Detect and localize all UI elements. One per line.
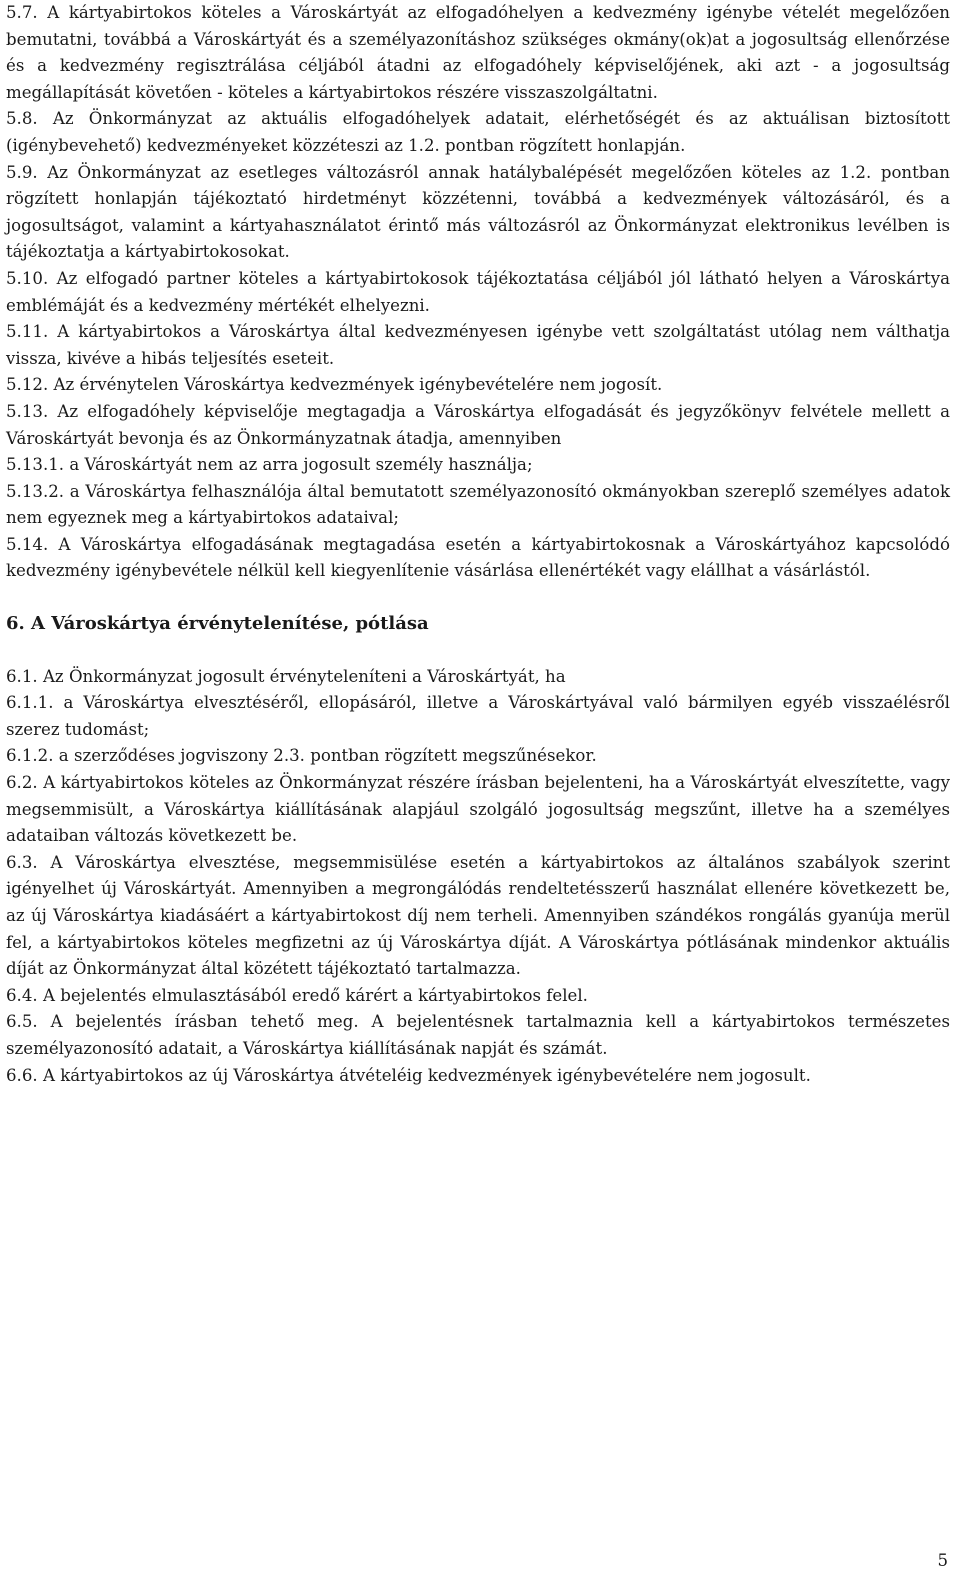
paragraph-6-6: 6.6. A kártyabirtokos az új Városkártya átvételéig kedvezmények igénybevételére nem jogosult. (6, 1065, 811, 1085)
paragraph-6-1: 6.1. Az Önkormányzat jogosult érvényteleníteni a Városkártyát, ha (6, 666, 566, 686)
paragraph-5-8: 5.8. Az Önkormányzat az aktuális elfogadóhelyek adatait, elérhetőségét és az aktuálisan biztosított (igénybevehető) kedvezményeket közzéteszi az 1.2. pontban rögzített honlapján. (6, 109, 950, 155)
paragraph-5-11: 5.11. A kártyabirtokos a Városkártya által kedvezményesen igénybe vett szolgáltatást utólag nem válthatja vissza, kivéve a hibás teljesítés eseteit. (6, 322, 950, 368)
paragraph-5-13-2: 5.13.2. a Városkártya felhasználója által bemutatott személyazonosító okmányokban szereplő személyes adatok nem egyeznek meg a kártyabirtokos adataival; (6, 481, 950, 528)
paragraph-5-14: 5.14. A Városkártya elfogadásának megtagadása esetén a kártyabirtokosnak a Városkártyához kapcsolódó kedvezmény igénybevétele nélkül kell kiegyenlítenie vásárlása ellenértékét vagy elállhat a vásárlástól. (6, 534, 950, 581)
paragraph-6-1-2: 6.1.2. a szerződéses jogviszony 2.3. pontban rögzített megszűnésekor. (6, 746, 597, 766)
section-6-paragraphs (6, 664, 950, 1090)
paragraph-6-4: 6.4. A bejelentés elmulasztásából eredő kárért a kártyabirtokos felel. (6, 985, 588, 1005)
paragraph-6-3: 6.3. A Városkártya elvesztése, megsemmisülése esetén a kártyabirtokos az általános szabályok szerint igényelhet új Városkártyát. Amennyiben a megrongálódás rendeltetésszerű használat ellenére következett be, az új Városkártya kiadásáért a kártyabirtokost díj nem terheli. Amennyiben szándékos rongálás gyanúja merül fel, a kártyabirtokos köteles megfizetni az új Városkártya díját. A Városkártya pótlásának mindenkor aktuális díját az Önkormányzat által közétett tájékoztató tartalmazza. (6, 852, 950, 979)
page-number: 5 (937, 1551, 948, 1570)
paragraph-5-10: 5.10. Az elfogadó partner köteles a kártyabirtokosok tájékoztatása céljából jól látható helyen a Városkártya emblémáját és a kedvezmény mértékét elhelyezni. (6, 268, 950, 315)
paragraph-6-1-1: 6.1.1. a Városkártya elvesztéséről, ellopásáról, illetve a Városkártyával való bármilyen egyéb visszaélésről szerez tudomást; (6, 693, 950, 739)
paragraph-5-13: 5.13. Az elfogadóhely képviselője megtagadja a Városkártya elfogadását és jegyzőkönyv felvétele mellett a Városkártyát bevonja és az Önkormányzatnak átadja, amennyiben (6, 401, 950, 448)
section-6-heading: 6. A Városkártya érvénytelenítése, pótlása (6, 613, 429, 635)
paragraph-6-5: 6.5. A bejelentés írásban tehető meg. A bejelentésnek tartalmaznia kell a kártyabirtokos természetes személyazonosító adatait, a Városkártya kiállításának napját és számát. (6, 1012, 950, 1058)
paragraph-5-13-1: 5.13.1. a Városkártyát nem az arra jogosult személy használja; (6, 455, 533, 475)
paragraph-5-12: 5.12. Az érvénytelen Városkártya kedvezmények igénybevételére nem jogosít. (6, 375, 663, 395)
paragraph-5-9: 5.9. Az Önkormányzat az esetleges változásról annak hatálybalépését megelőzően köteles az 1.2. pontban rögzített honlapján tájékoztató hirdetményt közzétenni, továbbá a kedvezmények változásáról, és a jogosultságot, valamint a kártyahasználatot érintő más változásról az Önkormányzat elektronikus levélben is tájékoztatja a kártyabirtokosokat. (6, 162, 950, 262)
section-5-paragraphs (6, 0, 950, 585)
document-page (6, 0, 950, 1089)
paragraph-5-7: 5.7. A kártyabirtokos köteles a Városkártyát az elfogadóhelyen a kedvezmény igénybe vételét megelőzően bemutatni, továbbá a Városkártyát és a személyazonításhoz szükséges okmány(ok)at a jogosultság ellenőrzése és a kedvezmény regisztrálása céljából átadni az elfogadóhely képviselőjének, aki azt - a jogosultság megállapítását követően - köteles a kártyabirtokos részére visszaszolgáltatni. (6, 3, 950, 102)
paragraph-6-2: 6.2. A kártyabirtokos köteles az Önkormányzat részére írásban bejelenteni, ha a Városkártyát elveszítette, vagy megsemmisült, a Városkártya kiállításának alapjául szolgáló jogosultság megszűnt, illetve ha a személyes adataiban változás következett be. (6, 773, 950, 846)
